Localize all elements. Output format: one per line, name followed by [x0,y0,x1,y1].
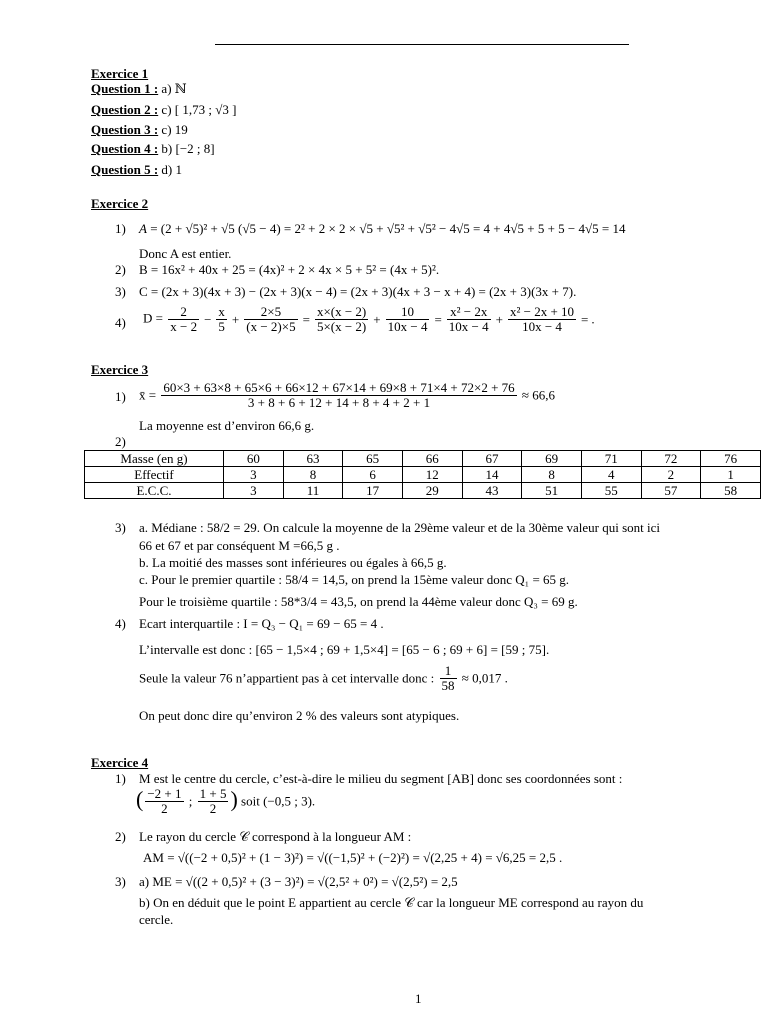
ex2-operator: + [373,311,381,327]
table-cell: 71 [581,451,641,467]
table-row [85,451,761,467]
table-cell: 11 [283,483,343,499]
table-cell: 6 [343,467,403,483]
ex2-operator: = [581,311,589,327]
ex1-question-answer: a) ℕ [161,81,187,96]
ex2-fraction-numerator: x×(x − 2) [316,304,367,319]
ex2-operator: + [495,311,503,327]
table-cell: 58 [701,483,761,499]
ex2-line-1-rhs: = (2 + √5)² + √5 (√5 − 4) = 2² + 2 × 2 × √5 + √5² + √5² − 4√5 = 4 + 4√5 + 5 + 5 − 4√5 = 14 [150,221,626,236]
ex4-q2-text: Le rayon du cercle 𝒞 correspond à la longueur AM : [139,829,412,844]
ex2-line-2: B = 16x² + 40x + 25 = (4x)² + 2 × 4x × 5 + 5² = (4x + 5)². [139,262,440,277]
ex1-question-answer: c) [ 1,73 ; √3 ] [161,102,237,117]
table-cell: 3 [224,467,284,483]
table-row-header: Effectif [85,467,224,483]
ex4-q3a: a) ME = √((2 + 0,5)² + (3 − 3)²) = √(2,5² + 0²) = √(2,5²) = 2,5 [139,874,458,889]
ex2-fraction-denominator: (x − 2)×5 [246,319,296,334]
ex3-title: Exercice 3 [91,362,149,377]
ex3-mean-result: ≈ 66,6 [521,387,556,403]
table-cell: 60 [224,451,284,467]
ex3-q3b: b. La moitié des masses sont inférieures ou égales à 66,5 g. [139,555,447,570]
ex2-line-1-lhs: A [139,221,147,236]
ex2-operator: = [302,311,310,327]
ex3-mean-text: La moyenne est d’environ 66,6 g. [139,418,315,433]
ex4-num-1: 1) [115,771,126,786]
ex2-fraction-denominator: 10x − 4 [387,319,428,334]
ex4-num-3: 3) [115,874,126,889]
ex3-q3c-line2: Pour le troisième quartile : 58*3/4 = 43,5, on prend la 44ème valeur donc Q₃ = 69 g. [139,594,578,609]
ex3-q4c-result: ≈ 0,017 . [461,670,508,686]
ex2-num-3: 3) [115,284,126,299]
ex3-mean-line [139,381,555,410]
table-cell: 2 [641,467,701,483]
ex3-num-2: 2) [115,434,126,449]
ex2-line-3: C = (2x + 3)(4x + 3) − (2x + 3)(x − 4) = (2x + 3)(4x + 3 − x + 4) = (2x + 3)(3x + 7). [139,284,577,299]
ex2-line-1b: Donc A est entier. [139,246,232,261]
ex2-title: Exercice 2 [91,196,149,211]
table-cell: 12 [402,467,462,483]
ex2-fraction-denominator: 10x − 4 [448,319,489,334]
table-cell: 4 [581,467,641,483]
ex2-fraction-numerator: x² − 2x [447,305,491,320]
table-cell: 63 [283,451,343,467]
ex3-q3c-line1: c. Pour le premier quartile : 58/4 = 14,5, on prend la 15ème valeur donc Q₁ = 65 g. [139,572,570,587]
ex3-q4c [139,664,508,693]
ex2-fraction [315,305,368,334]
table-cell: 66 [402,451,462,467]
ex2-fraction [168,305,199,334]
top-rule [215,44,629,45]
ex4-q1-frac2-num: 1 + 5 [199,786,227,801]
table-row-header: Masse (en g) [85,451,224,467]
table-cell: 57 [641,483,701,499]
ex3-q4c-text: Seule la valeur 76 n’appartient pas à cet intervalle donc : [139,670,435,686]
ex2-fraction-denominator: 5 [218,319,225,334]
table-cell: 17 [343,483,403,499]
ex3-q3a-line1: a. Médiane : 58/2 = 29. On calcule la moyenne de la 29ème valeur et de la 30ème valeur qui sont ici [139,520,661,535]
ex1-question-label: Question 2 : [91,102,159,117]
table-row [85,467,761,483]
ex2-line-4 [143,305,595,334]
ex1-question-1 [91,81,187,96]
ex2-operator: + [231,311,240,327]
ex1-question-answer: b) [−2 ; 8] [161,141,215,156]
ex2-num-1: 1) [115,221,126,236]
ex4-q1-frac2-den: 2 [209,801,217,816]
page-number: 1 [415,991,422,1006]
table-cell: 65 [343,451,403,467]
ex2-fraction [244,305,297,334]
table-cell: 76 [701,451,761,467]
ex2-line-4-lhs: D = [143,310,163,326]
ex2-fraction-denominator: 10x − 4 [522,319,562,334]
table-cell: 72 [641,451,701,467]
table-row [85,483,761,499]
table-cell: 3 [224,483,284,499]
table-cell: 55 [581,483,641,499]
ex1-question-label: Question 1 : [91,81,159,96]
ex2-operator: = [434,311,442,327]
ex4-q1-close-paren: ) [230,786,238,812]
ex3-mean-denominator: 3 + 8 + 6 + 12 + 14 + 8 + 4 + 2 + 1 [247,395,431,410]
ex2-fraction-numerator: x [218,304,225,319]
table-cell: 8 [283,467,343,483]
ex2-num-2: 2) [115,262,126,277]
ex3-num-3: 3) [115,520,126,535]
ex2-fraction-numerator: 10 [386,305,430,320]
ex2-fraction-numerator: x² − 2x + 10 [509,304,575,319]
ex1-question-answer: c) 19 [161,122,188,137]
ex1-question-3 [91,122,188,137]
ex3-num-1: 1) [115,389,126,404]
ex3-num-4: 4) [115,616,126,631]
ex2-fraction-denominator: x − 2 [170,319,198,334]
ex3-q4c-numerator: 1 [440,664,457,679]
ex2-num-4: 4) [115,315,126,330]
table-cell: 67 [462,451,522,467]
ex4-q1-frac1-num: −2 + 1 [147,786,182,801]
ex4-q1-separator: ; [185,793,196,809]
ex1-question-2 [91,102,236,117]
table-cell: 8 [522,467,582,483]
ex2-operator: − [204,311,212,327]
table-cell: 69 [522,451,582,467]
ex2-operator: . [591,311,595,327]
table-row-header: E.C.C. [85,483,224,499]
ex2-fraction [447,305,491,334]
ex3-q4d: On peut donc dire qu’environ 2 % des valeurs sont atypiques. [139,708,460,723]
ex1-title: Exercice 1 [91,66,149,81]
table-cell: 51 [522,483,582,499]
ex4-q3b-line1: b) On en déduit que le point E appartient au cercle 𝒞 car la longueur ME correspond au rayon du [139,895,644,910]
ex4-title: Exercice 4 [91,755,149,770]
table-cell: 14 [462,467,522,483]
ex4-q1-text: M est le centre du cercle, c’est-à-dire le milieu du segment [AB] donc ses coordonnées sont : [139,771,623,786]
ex4-num-2: 2) [115,829,126,844]
ex4-q3b-line2: cercle. [139,912,174,927]
ex1-question-label: Question 3 : [91,122,159,137]
ex2-fraction-numerator: 2×5 [244,305,297,320]
ex3-q4b: L’intervalle est donc : [65 − 1,5×4 ; 69 + 1,5×4] = [65 − 6 ; 69 + 6] = [59 ; 75]. [139,642,550,657]
ex4-q2-calc: AM = √((−2 + 0,5)² + (1 − 3)²) = √((−1,5)² + (−2)²) = √(2,25 + 4) = √6,25 = 2,5 . [143,850,563,865]
table-cell: 29 [402,483,462,499]
ex3-q4c-denominator: 58 [441,678,455,693]
ex2-fraction-denominator: 5×(x − 2) [316,319,367,334]
ex4-q1-open-paren: ( [136,786,144,812]
ex4-q1-coords [136,787,315,816]
ex3-mean-lhs: x̄ = [139,387,157,403]
ex2-line-1 [139,221,625,236]
data-table [84,450,761,499]
ex1-question-4 [91,141,215,156]
ex4-q1-result: soit (−0,5 ; 3). [241,793,316,809]
ex1-question-label: Question 4 : [91,141,159,156]
ex2-fraction [386,305,430,334]
table-cell: 1 [701,467,761,483]
table-cell: 43 [462,483,522,499]
ex1-question-answer: d) 1 [161,162,183,177]
ex3-q4a: Ecart interquartile : I = Q₃ − Q₁ = 69 − 65 = 4 . [139,616,384,631]
ex2-fraction [508,305,576,334]
ex2-fraction-numerator: 2 [168,305,199,320]
ex4-q1-frac1-den: 2 [161,801,168,816]
ex1-question-label: Question 5 : [91,162,159,177]
ex1-question-5 [91,162,182,177]
ex2-fraction [216,305,227,334]
ex3-mean-numerator: 60×3 + 63×8 + 65×6 + 66×12 + 67×14 + 69×8 + 71×4 + 72×2 + 76 [163,380,515,395]
ex3-q3a-line2: 66 et 67 et par conséquent M =66,5 g . [139,538,340,553]
